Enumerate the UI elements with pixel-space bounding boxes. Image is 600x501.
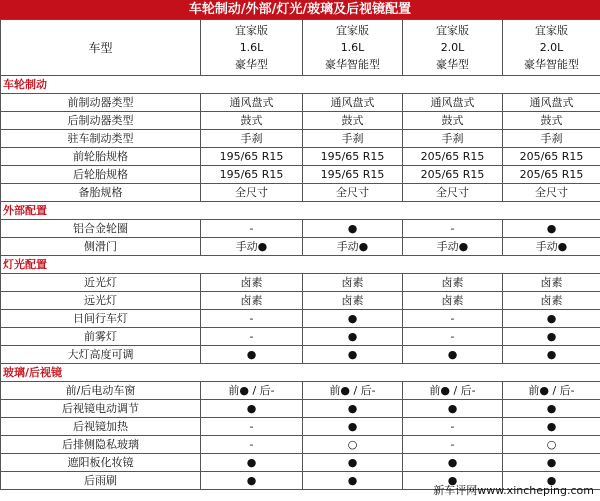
value-cell: ○ bbox=[503, 436, 600, 454]
table-row bbox=[1, 238, 600, 256]
table-row bbox=[1, 400, 600, 418]
value-cell: 卤素 bbox=[503, 292, 600, 310]
value-cell: 卤素 bbox=[201, 292, 303, 310]
value-cell: ○ bbox=[303, 436, 403, 454]
table-row bbox=[1, 166, 600, 184]
value-cell: ● bbox=[303, 418, 403, 436]
value-cell: 205/65 R15 bbox=[403, 166, 503, 184]
value-cell: ● bbox=[303, 472, 403, 490]
model-header-row bbox=[1, 20, 600, 76]
section-header-row bbox=[1, 202, 600, 220]
table-row bbox=[1, 112, 600, 130]
value-cell: ● bbox=[403, 400, 503, 418]
value-cell: ● bbox=[503, 400, 600, 418]
value-cell: ● bbox=[201, 400, 303, 418]
table-row bbox=[1, 130, 600, 148]
value-cell: 卤素 bbox=[201, 274, 303, 292]
value-cell: ● bbox=[201, 454, 303, 472]
row-label: 备胎规格 bbox=[1, 184, 201, 202]
value-cell: ● bbox=[503, 328, 600, 346]
value-cell: 卤素 bbox=[303, 274, 403, 292]
table-row bbox=[1, 94, 600, 112]
table-row bbox=[1, 310, 600, 328]
value-cell: 205/65 R15 bbox=[503, 166, 600, 184]
value-cell: ● bbox=[503, 454, 600, 472]
value-cell: - bbox=[403, 220, 503, 238]
row-label: 铝合金轮圈 bbox=[1, 220, 201, 238]
value-cell: ● bbox=[303, 328, 403, 346]
table-title: 车轮制动/外部/灯光/玻璃及后视镜配置 bbox=[0, 0, 600, 19]
value-cell: ● bbox=[201, 472, 303, 490]
row-label: 后制动器类型 bbox=[1, 112, 201, 130]
value-cell: ● bbox=[503, 310, 600, 328]
value-cell: 通风盘式 bbox=[403, 94, 503, 112]
value-cell: 手刹 bbox=[503, 130, 600, 148]
row-label: 后视镜加热 bbox=[1, 418, 201, 436]
value-cell: - bbox=[201, 418, 303, 436]
value-cell: - bbox=[403, 328, 503, 346]
row-label: 后排侧隐私玻璃 bbox=[1, 436, 201, 454]
section-header-row bbox=[1, 76, 600, 94]
section-title: 灯光配置 bbox=[1, 256, 600, 274]
value-cell: 195/65 R15 bbox=[201, 148, 303, 166]
row-label: 前制动器类型 bbox=[1, 94, 201, 112]
value-cell: 全尺寸 bbox=[201, 184, 303, 202]
row-label: 驻车制动类型 bbox=[1, 130, 201, 148]
model-label: 车型 bbox=[1, 20, 201, 76]
table-row bbox=[1, 220, 600, 238]
value-cell: 卤素 bbox=[503, 274, 600, 292]
value-cell: - bbox=[201, 220, 303, 238]
spec-table bbox=[0, 19, 600, 490]
value-cell: 205/65 R15 bbox=[403, 148, 503, 166]
value-cell: 前● / 后- bbox=[503, 382, 600, 400]
table-row bbox=[1, 184, 600, 202]
row-label: 前/后电动车窗 bbox=[1, 382, 201, 400]
value-cell: 全尺寸 bbox=[403, 184, 503, 202]
value-cell: 195/65 R15 bbox=[303, 166, 403, 184]
row-label: 远光灯 bbox=[1, 292, 201, 310]
table-row bbox=[1, 454, 600, 472]
value-cell: 通风盘式 bbox=[303, 94, 403, 112]
value-cell: ● bbox=[303, 310, 403, 328]
value-cell: - bbox=[403, 310, 503, 328]
section-header-row bbox=[1, 364, 600, 382]
table-row bbox=[1, 382, 600, 400]
section-title: 玻璃/后视镜 bbox=[1, 364, 600, 382]
section-title: 车轮制动 bbox=[1, 76, 600, 94]
value-cell: - bbox=[201, 328, 303, 346]
value-cell: 205/65 R15 bbox=[503, 148, 600, 166]
section-header-row bbox=[1, 256, 600, 274]
value-cell: 手动● bbox=[503, 238, 600, 256]
value-cell: ● bbox=[303, 454, 403, 472]
value-cell: 通风盘式 bbox=[201, 94, 303, 112]
value-cell: ● bbox=[403, 472, 503, 490]
value-cell: - bbox=[403, 436, 503, 454]
table-row bbox=[1, 436, 600, 454]
model-column: 宜家版 1.6L 豪华智能型 bbox=[303, 20, 403, 76]
value-cell: - bbox=[201, 436, 303, 454]
value-cell: ● bbox=[303, 346, 403, 364]
value-cell: ● bbox=[403, 346, 503, 364]
value-cell: 前● / 后- bbox=[403, 382, 503, 400]
table-row bbox=[1, 346, 600, 364]
table-row bbox=[1, 418, 600, 436]
row-label: 侧滑门 bbox=[1, 238, 201, 256]
value-cell: 卤素 bbox=[303, 292, 403, 310]
model-column: 宜家版 2.0L 豪华型 bbox=[403, 20, 503, 76]
value-cell: ● bbox=[503, 220, 600, 238]
value-cell: ● bbox=[503, 346, 600, 364]
value-cell: - bbox=[403, 418, 503, 436]
watermark-text: 新车评网www.xincheping.com bbox=[433, 484, 594, 497]
table-row bbox=[1, 148, 600, 166]
row-label: 大灯高度可调 bbox=[1, 346, 201, 364]
value-cell: 鼓式 bbox=[303, 112, 403, 130]
value-cell: ● bbox=[503, 418, 600, 436]
value-cell: 手动● bbox=[403, 238, 503, 256]
row-label: 后视镜电动调节 bbox=[1, 400, 201, 418]
value-cell: 手动● bbox=[201, 238, 303, 256]
row-label: 前雾灯 bbox=[1, 328, 201, 346]
table-row bbox=[1, 328, 600, 346]
value-cell: 手刹 bbox=[303, 130, 403, 148]
table-row bbox=[1, 274, 600, 292]
value-cell: 鼓式 bbox=[503, 112, 600, 130]
value-cell: 鼓式 bbox=[201, 112, 303, 130]
value-cell: 前● / 后- bbox=[303, 382, 403, 400]
row-label: 后轮胎规格 bbox=[1, 166, 201, 184]
value-cell: 卤素 bbox=[403, 274, 503, 292]
row-label: 遮阳板化妆镜 bbox=[1, 454, 201, 472]
value-cell: 手刹 bbox=[201, 130, 303, 148]
value-cell: 卤素 bbox=[403, 292, 503, 310]
value-cell: 前● / 后- bbox=[201, 382, 303, 400]
value-cell: 全尺寸 bbox=[503, 184, 600, 202]
model-column: 宜家版 1.6L 豪华型 bbox=[201, 20, 303, 76]
value-cell: 通风盘式 bbox=[503, 94, 600, 112]
value-cell: ● bbox=[503, 472, 600, 490]
value-cell: ● bbox=[303, 220, 403, 238]
value-cell: 手刹 bbox=[403, 130, 503, 148]
value-cell: 全尺寸 bbox=[303, 184, 403, 202]
row-label: 后雨刷 bbox=[1, 472, 201, 490]
section-title: 外部配置 bbox=[1, 202, 600, 220]
table-row bbox=[1, 292, 600, 310]
row-label: 前轮胎规格 bbox=[1, 148, 201, 166]
row-label: 近光灯 bbox=[1, 274, 201, 292]
value-cell: 鼓式 bbox=[403, 112, 503, 130]
model-column: 宜家版 2.0L 豪华智能型 bbox=[503, 20, 600, 76]
value-cell: - bbox=[201, 310, 303, 328]
value-cell: ● bbox=[403, 454, 503, 472]
value-cell: 手动● bbox=[303, 238, 403, 256]
value-cell: 195/65 R15 bbox=[201, 166, 303, 184]
value-cell: ● bbox=[201, 346, 303, 364]
value-cell: 195/65 R15 bbox=[303, 148, 403, 166]
row-label: 日间行车灯 bbox=[1, 310, 201, 328]
value-cell: ● bbox=[303, 400, 403, 418]
